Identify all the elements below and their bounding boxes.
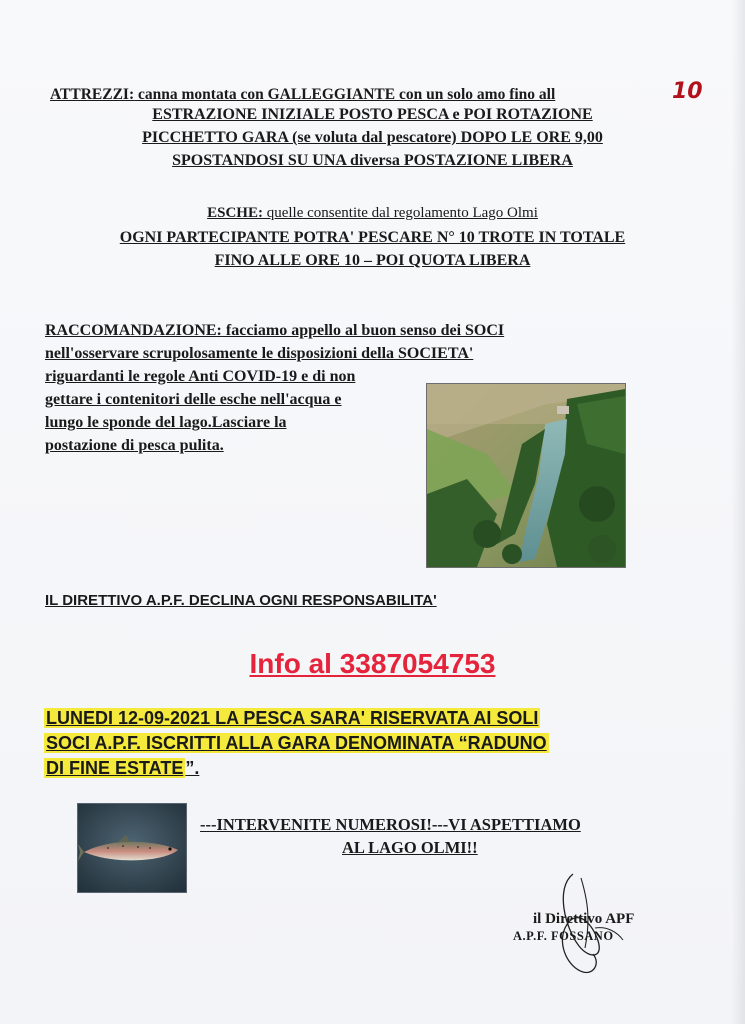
highlight-line-1	[44, 708, 540, 729]
esche-label: ESCHE:	[207, 205, 263, 221]
info-phone: Info al 3387054753	[249, 648, 496, 679]
signature-title: il Direttivo APF	[533, 911, 635, 927]
raccomandazione-line-2: nell'osservare scrupolosamente le disposizioni della SOCIETA'	[45, 345, 474, 362]
raccomandazione-label: RACCOMANDAZIONE:	[45, 322, 222, 339]
esche-line	[0, 205, 745, 222]
declina-responsabilita: IL DIRETTIVO A.P.F. DECLINA OGNI RESPONSABILITA'	[45, 592, 437, 609]
lake-aerial-photo	[426, 383, 626, 568]
attrezzi-label: ATTREZZI:	[50, 86, 135, 103]
raccomandazione-text: facciamo appello al buon senso dei SOCI	[221, 322, 505, 339]
highlight-line-3	[44, 758, 199, 779]
rule-line-1: ESTRAZIONE INIZIALE POSTO PESCA e POI ROTAZIONE	[152, 106, 593, 123]
highlight-text-3: DI FINE ESTATE	[46, 758, 184, 778]
attrezzi-text: canna montata con GALLEGGIANTE con un solo amo fino all	[134, 86, 556, 103]
esche-text: quelle consentite dal regolamento Lago Olmi	[262, 205, 538, 221]
raccomandazione-line-1	[45, 322, 504, 340]
rule-line-3: SPOSTANDOSI SU UNA diversa POSTAZIONE LIBERA	[172, 152, 573, 169]
handwritten-number: 10	[672, 79, 703, 104]
raccomandazione-line-3: riguardanti le regole Anti COVID-19 e di non	[45, 368, 356, 385]
highlight-text-2: SOCI A.P.F. ISCRITTI ALLA GARA DENOMINATA “RADUNO	[46, 733, 547, 753]
trout-photo	[77, 803, 187, 893]
highlight-tail: ”.	[185, 758, 200, 778]
trote-line-1: OGNI PARTECIPANTE POTRA' PESCARE N° 10 TROTE IN TOTALE	[119, 229, 626, 246]
raccomandazione-line-6: postazione di pesca pulita.	[45, 437, 224, 454]
closing-line-2: AL LAGO OLMI!!	[342, 838, 478, 857]
attrezzi-line	[50, 86, 555, 104]
raccomandazione-line-5: lungo le sponde del lago.Lasciare la	[45, 414, 287, 431]
closing-line-1: ---INTERVENITE NUMEROSI!---VI ASPETTIAMO	[200, 815, 581, 834]
rule-line-2: PICCHETTO GARA (se voluta dal pescatore) DOPO LE ORE 9,00	[142, 129, 603, 146]
raccomandazione-line-4: gettare i contenitori delle esche nell'acqua e	[45, 391, 342, 408]
trote-line-2: FINO ALLE ORE 10 – POI QUOTA LIBERA	[214, 252, 531, 269]
highlight-text-1: LUNEDI 12-09-2021 LA PESCA SARA' RISERVATA AI SOLI	[46, 708, 539, 728]
signature-association: A.P.F. FOSSANO	[513, 929, 614, 943]
highlight-line-2	[44, 733, 549, 754]
